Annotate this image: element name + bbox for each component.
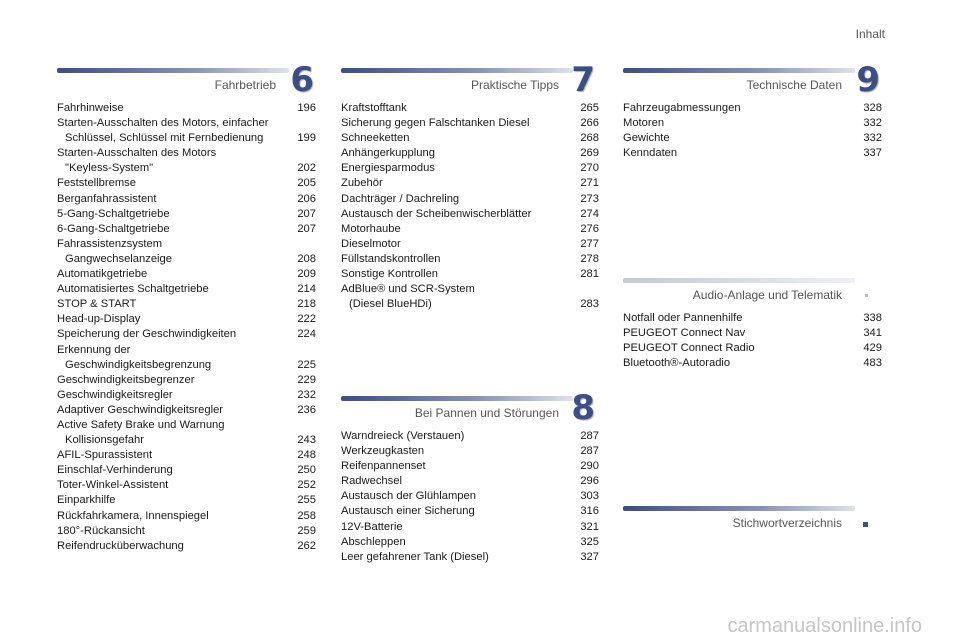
watermark: carmanualsonline.info <box>727 615 922 637</box>
toc-entry-label <box>57 282 209 297</box>
toc-entry-text: Erkennung der <box>57 343 131 356</box>
toc-entry-label <box>341 146 435 161</box>
toc-page-number: 259 <box>297 524 316 537</box>
toc-entry-label <box>341 176 383 191</box>
section-stichwortverzeichnis <box>623 506 882 532</box>
toc-entry[interactable] <box>341 237 599 252</box>
toc-page-number: 281 <box>580 268 599 281</box>
toc-page-number: 341 <box>863 327 882 340</box>
toc-entry-text: Austausch einer Sicherung <box>341 505 475 518</box>
toc-entry-label <box>57 101 124 116</box>
section-bar <box>623 278 855 283</box>
entry-list <box>341 429 599 565</box>
toc-entry-text: 5-Gang-Schaltgetriebe <box>57 207 170 220</box>
toc-entry-text: Toter-Winkel-Assistent <box>57 479 169 492</box>
toc-entry[interactable] <box>57 192 316 207</box>
toc-entry-text: Energiesparmodus <box>341 162 435 175</box>
toc-entry-label <box>57 463 173 478</box>
toc-entry-label <box>623 101 741 116</box>
toc-page-number: 321 <box>580 520 599 533</box>
toc-entry-text: Motorhaube <box>341 222 401 235</box>
toc-page-number: 327 <box>580 550 599 563</box>
toc-entry-label <box>341 116 529 131</box>
toc-entry-label <box>57 327 236 342</box>
toc-entry-text: Füllstandskontrollen <box>341 252 441 265</box>
toc-entry[interactable] <box>57 373 316 388</box>
toc-entry-text: Warndreieck (Verstauen) <box>341 430 465 442</box>
toc-entry-text: Adaptiver Geschwindigkeitsregler <box>57 403 224 416</box>
toc-entry-label <box>341 444 424 459</box>
toc-page-number: 287 <box>580 445 599 458</box>
toc-page-number: 222 <box>297 313 316 326</box>
toc-page-number: 429 <box>863 342 882 355</box>
toc-entry-text: Motoren <box>623 117 665 130</box>
toc-entry-text: Gewichte <box>623 132 670 145</box>
toc-entry[interactable] <box>57 282 316 297</box>
toc-entry[interactable] <box>341 116 599 131</box>
toc-page-number: 271 <box>580 177 599 190</box>
toc-entry-label <box>57 116 268 146</box>
toc-entry-label <box>341 550 489 565</box>
section-bar <box>57 68 289 73</box>
toc-page-number: 243 <box>297 434 316 447</box>
toc-entry-text: PEUGEOT Connect Nav <box>623 327 746 340</box>
toc-entry[interactable] <box>341 267 599 282</box>
section-title[interactable]: Technische Daten <box>746 78 842 92</box>
entry-list <box>623 311 882 371</box>
toc-entry[interactable] <box>623 116 882 131</box>
toc-page-number: 265 <box>580 102 599 114</box>
toc-entry-label <box>57 146 216 176</box>
toc-entry[interactable] <box>57 493 316 508</box>
toc-entry-label <box>623 341 755 356</box>
toc-page-number: 277 <box>580 237 599 250</box>
toc-entry[interactable] <box>57 267 316 282</box>
toc-page-number: 273 <box>580 192 599 205</box>
section-bar <box>623 506 855 511</box>
toc-entry-text: Kraftstofftank <box>341 102 407 114</box>
toc-entry[interactable] <box>57 297 316 312</box>
toc-page-number: 209 <box>297 268 316 281</box>
toc-entry-label <box>341 252 441 267</box>
toc-entry-label <box>57 403 223 418</box>
toc-entry-label <box>57 237 172 267</box>
chapter-number-7: 7 <box>571 60 595 100</box>
toc-entry[interactable] <box>57 101 316 116</box>
toc-page-number: 325 <box>580 535 599 548</box>
toc-entry-text: Werkzeugkasten <box>341 445 425 458</box>
toc-entry-label <box>57 524 145 539</box>
toc-page-number: 229 <box>297 373 316 386</box>
toc-entry[interactable] <box>57 176 316 191</box>
toc-page-number: 255 <box>297 494 316 507</box>
toc-entry-label <box>341 474 402 489</box>
toc-page-number: 328 <box>863 102 882 114</box>
toc-page-number: 250 <box>297 464 316 477</box>
section-bar <box>341 68 573 73</box>
toc-entry[interactable] <box>57 539 316 554</box>
toc-page-number: 269 <box>580 147 599 160</box>
toc-entry[interactable] <box>341 504 599 519</box>
toc-entry[interactable] <box>341 520 599 535</box>
entry-list <box>623 101 882 161</box>
toc-entry-label <box>57 373 194 388</box>
toc-entry-text: 6-Gang-Schaltgetriebe <box>57 222 170 235</box>
toc-entry-label <box>341 237 401 252</box>
toc-entry[interactable] <box>341 459 599 474</box>
toc-entry-label <box>57 418 224 448</box>
toc-page-number: 202 <box>297 162 316 175</box>
toc-entry-text: Austausch der Glühlampen <box>341 490 476 503</box>
toc-entry-text: Sonstige Kontrollen <box>341 268 439 281</box>
toc-entry-text-continued: (Diesel BlueHDi) <box>349 298 432 311</box>
toc-entry-label <box>57 176 136 191</box>
toc-entry-text: Zubehör <box>341 177 383 190</box>
toc-entry-label <box>341 520 403 535</box>
toc-entry-text: Fahrassistenzsystem <box>57 237 163 250</box>
toc-entry[interactable] <box>623 101 882 116</box>
toc-page-number: 252 <box>297 479 316 492</box>
toc-page-number: 483 <box>863 357 882 370</box>
toc-page-number: 236 <box>297 403 316 416</box>
chapter-number-9: 9 <box>856 60 880 100</box>
toc-entry-label <box>341 489 476 504</box>
toc-entry-label <box>341 267 438 282</box>
toc-entry[interactable] <box>341 444 599 459</box>
toc-entry[interactable] <box>623 341 882 356</box>
toc-entry-label <box>57 478 168 493</box>
toc-entry[interactable] <box>341 489 599 504</box>
section-audio-anlage <box>623 278 882 371</box>
toc-entry-text: Speicherung der Geschwindigkeiten <box>57 328 237 341</box>
toc-page-number: 316 <box>580 505 599 518</box>
toc-entry-label <box>623 311 742 326</box>
toc-entry-text: Head-up-Display <box>57 313 141 326</box>
toc-entry-label <box>341 535 406 550</box>
toc-entry-text: Starten-Ausschalten des Motors <box>57 147 217 160</box>
toc-page-number: 205 <box>297 177 316 190</box>
toc-entry-text: Bluetooth®-Autoradio <box>623 357 731 370</box>
toc-entry-text: Austausch der Scheibenwischerblätter <box>341 207 532 220</box>
toc-entry-text: Dieselmotor <box>341 237 401 250</box>
toc-entry[interactable] <box>57 478 316 493</box>
section-fahrbetrieb <box>57 60 316 554</box>
toc-entry-text: Active Safety Brake und Warnung <box>57 418 225 431</box>
toc-page-number: 332 <box>863 132 882 145</box>
toc-entry-text: Einschlaf-Verhinderung <box>57 464 173 477</box>
toc-entry-text: PEUGEOT Connect Radio <box>623 342 755 355</box>
toc-entry[interactable] <box>57 524 316 539</box>
toc-entry[interactable] <box>57 327 316 342</box>
section-bei-pannen <box>341 388 599 565</box>
toc-page-number: 218 <box>297 298 316 311</box>
toc-entry[interactable] <box>341 252 599 267</box>
toc-entry-label <box>57 297 136 312</box>
toc-entry-text: Starten-Ausschalten des Motors, einfacher <box>57 117 269 130</box>
toc-entry[interactable] <box>57 448 316 463</box>
toc-page-number: 274 <box>580 207 599 220</box>
toc-entry-label <box>341 429 464 444</box>
toc-page-number: 268 <box>580 132 599 145</box>
toc-entry[interactable] <box>57 509 316 524</box>
toc-entry-label <box>341 192 459 207</box>
toc-page-number: 296 <box>580 475 599 488</box>
toc-entry-label <box>623 356 730 371</box>
toc-entry[interactable] <box>57 403 316 418</box>
toc-entry[interactable] <box>57 418 316 448</box>
toc-entry-text: STOP & START <box>57 298 137 311</box>
toc-entry-text: Sicherung gegen Falschtanken Diesel <box>341 117 530 130</box>
toc-entry-label <box>623 116 664 131</box>
toc-entry[interactable] <box>341 207 599 222</box>
toc-page-number: 266 <box>580 117 599 130</box>
section-title[interactable]: Praktische Tipps <box>470 78 559 92</box>
toc-entry-text: Anhängerkupplung <box>341 147 435 160</box>
entry-list <box>341 101 599 312</box>
toc-entry[interactable] <box>57 222 316 237</box>
toc-page-number: 278 <box>580 252 599 265</box>
toc-entry[interactable] <box>57 207 316 222</box>
toc-entry-label <box>57 222 170 237</box>
toc-entry-label <box>623 146 677 161</box>
toc-entry-label <box>341 282 475 312</box>
toc-entry-text-continued: Kollisionsgefahr <box>65 434 144 447</box>
toc-entry-label <box>341 207 531 222</box>
toc-entry[interactable] <box>57 116 316 146</box>
toc-entry-label <box>623 131 670 146</box>
toc-entry-text: Leer gefahrener Tank (Diesel) <box>341 550 489 563</box>
toc-page-number: 303 <box>580 490 599 503</box>
toc-entry-text: Reifenpannenset <box>341 460 426 473</box>
toc-entry[interactable] <box>57 312 316 327</box>
toc-entry[interactable] <box>57 146 316 176</box>
toc-entry-text: Berganfahrassistent <box>57 192 157 205</box>
toc-entry-label <box>57 312 140 327</box>
toc-entry-text-continued: Geschwindigkeitsbegrenzung <box>65 358 212 371</box>
toc-entry[interactable] <box>341 101 599 116</box>
toc-page-number: 287 <box>580 430 599 442</box>
toc-entry[interactable] <box>341 282 599 312</box>
toc-page-number: 262 <box>297 539 316 552</box>
toc-entry-text: Feststellbremse <box>57 177 136 190</box>
toc-entry-label <box>57 493 115 508</box>
toc-page-number: 207 <box>297 222 316 235</box>
toc-entry-label <box>341 131 409 146</box>
toc-entry-label <box>623 326 745 341</box>
section-title[interactable]: Bei Pannen und Störungen <box>414 406 559 420</box>
toc-entry[interactable] <box>341 474 599 489</box>
section-marker-icon <box>863 522 868 527</box>
chapter-number-8: 8 <box>571 388 595 428</box>
section-praktische-tipps <box>341 60 599 312</box>
toc-entry-text: Notfall oder Pannenhilfe <box>623 312 743 324</box>
toc-page-number: 196 <box>297 102 316 114</box>
toc-entry-text: Fahrzeugabmessungen <box>623 102 741 114</box>
toc-entry[interactable] <box>623 326 882 341</box>
toc-entry-text: 12V-Batterie <box>341 520 403 533</box>
toc-entry[interactable] <box>623 311 882 326</box>
toc-page-number: 283 <box>580 298 599 311</box>
toc-entry-text: Geschwindigkeitsregler <box>57 388 173 401</box>
toc-entry-text: AdBlue® und SCR-System <box>341 283 475 296</box>
toc-entry-text: 180°-Rückansicht <box>57 524 145 537</box>
toc-entry[interactable] <box>341 161 599 176</box>
toc-page-number: 258 <box>297 509 316 522</box>
toc-entry-label <box>57 192 157 207</box>
section-bar <box>341 396 573 401</box>
toc-entry-text-continued: Gangwechselanzeige <box>65 252 172 265</box>
toc-entry-label <box>57 267 147 282</box>
toc-entry-label <box>57 207 170 222</box>
toc-entry[interactable] <box>341 429 599 444</box>
toc-entry-text-continued: "Keyless-System" <box>65 162 154 175</box>
toc-entry[interactable] <box>341 535 599 550</box>
toc-entry[interactable] <box>341 146 599 161</box>
toc-entry[interactable] <box>57 388 316 403</box>
toc-page-number: 199 <box>297 132 316 145</box>
toc-entry[interactable] <box>623 131 882 146</box>
toc-page-number: 214 <box>297 283 316 296</box>
toc-entry-text-continued: Schlüssel, Schlüssel mit Fernbedienung <box>65 132 264 145</box>
toc-entry-text: Radwechsel <box>341 475 402 488</box>
section-marker-icon <box>865 294 868 297</box>
toc-entry-text: Reifendrucküberwachung <box>57 539 184 552</box>
toc-page-number: 206 <box>297 192 316 205</box>
toc-entry[interactable] <box>57 343 316 373</box>
toc-entry[interactable] <box>341 176 599 191</box>
section-technische-daten <box>623 60 882 161</box>
toc-entry-label <box>57 388 173 403</box>
toc-entry-text: Automatisiertes Schaltgetriebe <box>57 283 209 296</box>
section-title[interactable]: Fahrbetrieb <box>214 78 276 92</box>
toc-page-number: 276 <box>580 222 599 235</box>
toc-entry[interactable] <box>341 192 599 207</box>
contents-link[interactable]: Inhalt <box>855 27 885 41</box>
toc-page-number: 232 <box>297 388 316 401</box>
toc-entry-text: Einparkhilfe <box>57 494 116 507</box>
section-title[interactable]: Audio-Anlage und Telematik <box>692 288 842 302</box>
toc-page-number: 248 <box>297 449 316 462</box>
toc-entry-label <box>341 101 407 116</box>
toc-entry[interactable] <box>57 237 316 267</box>
toc-entry-text: Rückfahrkamera, Innenspiegel <box>57 509 209 522</box>
toc-entry-label <box>341 504 475 519</box>
toc-entry-text: Geschwindigkeitsbegrenzer <box>57 373 195 386</box>
toc-entry[interactable] <box>57 463 316 478</box>
toc-page-number: 332 <box>863 117 882 130</box>
section-bar <box>623 68 855 73</box>
toc-entry[interactable] <box>623 356 882 371</box>
toc-entry[interactable] <box>341 131 599 146</box>
toc-entry-text: Fahrhinweise <box>57 102 124 114</box>
toc-entry-text: Automatikgetriebe <box>57 268 148 281</box>
section-title[interactable]: Stichwortverzeichnis <box>732 516 842 530</box>
toc-entry-label <box>57 509 209 524</box>
toc-page-number: 337 <box>863 147 882 160</box>
chapter-number-6: 6 <box>290 60 314 100</box>
toc-entry-text: Abschleppen <box>341 535 406 548</box>
toc-entry-label <box>341 222 401 237</box>
toc-page-number: 290 <box>580 460 599 473</box>
toc-page-number: 338 <box>863 312 882 324</box>
toc-entry[interactable] <box>341 550 599 565</box>
toc-entry-text: Schneeketten <box>341 132 410 145</box>
toc-entry-text: Dachträger / Dachreling <box>341 192 460 205</box>
toc-entry-label <box>57 539 184 554</box>
toc-entry[interactable] <box>623 146 882 161</box>
toc-entry-label <box>57 448 152 463</box>
toc-entry-text: AFIL-Spurassistent <box>57 449 153 462</box>
toc-page-number: 208 <box>297 252 316 265</box>
toc-page-number: 270 <box>580 162 599 175</box>
toc-entry-label <box>341 161 435 176</box>
toc-entry-label <box>341 459 426 474</box>
toc-page-number: 225 <box>297 358 316 371</box>
toc-page-number: 207 <box>297 207 316 220</box>
entry-list <box>57 101 316 554</box>
toc-entry[interactable] <box>341 222 599 237</box>
toc-entry-label <box>57 343 211 373</box>
toc-page-number: 224 <box>297 328 316 341</box>
toc-entry-text: Kenndaten <box>623 147 678 160</box>
